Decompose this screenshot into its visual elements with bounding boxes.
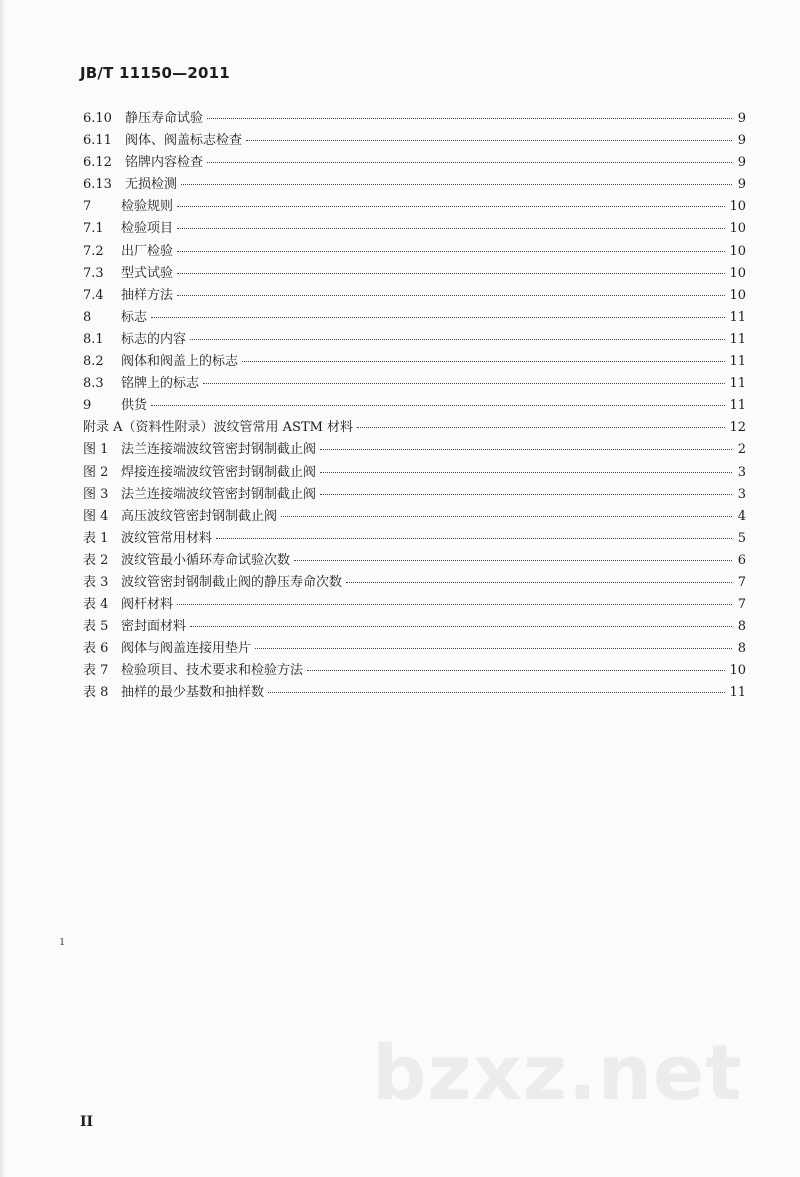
toc-entry-figure[interactable] bbox=[83, 439, 746, 461]
toc-entry-table[interactable] bbox=[83, 660, 746, 682]
toc-entry[interactable] bbox=[83, 241, 746, 263]
scan-artifact-mark: ı bbox=[60, 934, 65, 949]
dot-leader bbox=[307, 669, 725, 671]
toc-entry-table[interactable] bbox=[83, 594, 746, 616]
toc-entry-page: 10 bbox=[729, 243, 746, 259]
toc-entry-title: 标志 bbox=[121, 309, 148, 325]
toc-entry[interactable] bbox=[83, 108, 746, 130]
toc-entry[interactable] bbox=[83, 130, 746, 152]
dot-leader bbox=[190, 338, 725, 340]
toc-entry-title: 高压波纹管密封钢制截止阀 bbox=[121, 508, 278, 524]
toc-entry-page: 10 bbox=[729, 287, 746, 303]
toc-entry[interactable] bbox=[83, 395, 746, 417]
toc-entry-page: 9 bbox=[737, 177, 746, 193]
toc-entry-number: 8.2 bbox=[83, 354, 104, 370]
toc-entry-figure[interactable] bbox=[83, 462, 746, 484]
toc-entry-number: 7.2 bbox=[83, 243, 104, 259]
toc-entry-figure[interactable] bbox=[83, 506, 746, 528]
toc-entry-title: 阀杆材料 bbox=[121, 597, 174, 613]
dot-leader bbox=[246, 139, 732, 141]
toc-entry-title: 阀体、阀盖标志检查 bbox=[125, 133, 243, 149]
toc-entry-number: 6.10 bbox=[83, 111, 112, 126]
toc-entry-page: 9 bbox=[737, 133, 746, 149]
dot-leader bbox=[177, 205, 725, 207]
dot-leader bbox=[181, 183, 732, 185]
toc-entry[interactable] bbox=[83, 351, 746, 373]
toc-entry-title: 抽样的最少基数和抽样数 bbox=[121, 685, 265, 701]
document-number: JB/T 11150—2011 bbox=[80, 64, 230, 82]
toc-entry-table[interactable] bbox=[83, 616, 746, 638]
dot-leader bbox=[151, 404, 725, 406]
toc-entry-title: 无损检测 bbox=[125, 177, 178, 193]
toc-entry-page: 2 bbox=[737, 442, 746, 458]
toc-entry-title: 密封面材料 bbox=[121, 619, 187, 635]
toc-entry-number: 图 3 bbox=[83, 486, 109, 502]
toc-entry-page: 11 bbox=[729, 331, 746, 347]
toc-entry-table[interactable] bbox=[83, 572, 746, 594]
toc-entry-number: 6.12 bbox=[83, 155, 112, 171]
toc-entry-title: 铭牌内容检查 bbox=[125, 155, 204, 171]
toc-entry-title: 波纹管密封钢制截止阀的静压寿命次数 bbox=[121, 574, 343, 590]
toc-entry-number: 7 bbox=[83, 199, 92, 215]
toc-entry[interactable] bbox=[83, 285, 746, 307]
dot-leader bbox=[320, 448, 732, 450]
toc-entry-table[interactable] bbox=[83, 550, 746, 572]
toc-entry-title: 附录 A（资料性附录）波纹管常用 ASTM 材料 bbox=[83, 420, 354, 436]
dot-leader bbox=[190, 625, 732, 627]
toc-entry-page: 3 bbox=[737, 464, 746, 480]
toc-entry-title: 波纹管常用材料 bbox=[121, 530, 213, 546]
toc-entry-page: 6 bbox=[737, 552, 746, 568]
toc-entry-appendix[interactable] bbox=[83, 417, 746, 439]
toc-entry-title: 检验规则 bbox=[121, 199, 174, 215]
toc-entry-table[interactable] bbox=[83, 528, 746, 550]
watermark-text: bzxz.net bbox=[372, 1028, 743, 1117]
toc-entry-title: 阀体与阀盖连接用垫片 bbox=[121, 641, 252, 657]
dot-leader bbox=[346, 581, 732, 583]
toc-entry-number: 表 7 bbox=[83, 663, 109, 679]
toc-entry-page: 11 bbox=[729, 376, 746, 392]
toc-entry-number: 8.3 bbox=[83, 376, 104, 392]
toc-entry-title: 静压寿命试验 bbox=[125, 111, 204, 126]
toc-entry-number: 表 3 bbox=[83, 574, 109, 590]
toc-entry-page: 9 bbox=[737, 155, 746, 171]
toc-entry-page: 9 bbox=[737, 111, 746, 126]
toc-entry-number: 图 1 bbox=[83, 442, 109, 458]
toc-entry-number: 表 5 bbox=[83, 619, 109, 635]
toc-entry-number: 7.3 bbox=[83, 265, 104, 281]
page-edge-shadow bbox=[0, 0, 6, 1177]
toc-entry-page: 12 bbox=[729, 420, 746, 436]
toc-entry-number: 6.11 bbox=[83, 133, 112, 149]
toc-entry[interactable] bbox=[83, 174, 746, 196]
toc-entry-page: 11 bbox=[729, 685, 746, 701]
toc-entry-page: 7 bbox=[737, 597, 746, 613]
dot-leader bbox=[203, 382, 725, 384]
dot-leader bbox=[320, 471, 732, 473]
toc-entry-title: 波纹管最小循环寿命试验次数 bbox=[121, 552, 291, 568]
toc-entry-title: 焊接连接端波纹管密封钢制截止阀 bbox=[121, 464, 317, 480]
table-of-contents bbox=[83, 108, 746, 705]
toc-entry-page: 11 bbox=[729, 309, 746, 325]
dot-leader bbox=[294, 559, 732, 561]
toc-entry[interactable] bbox=[83, 218, 746, 240]
toc-entry-number: 8 bbox=[83, 309, 92, 325]
toc-entry-page: 5 bbox=[737, 530, 746, 546]
toc-entry-number: 7.1 bbox=[83, 221, 104, 237]
toc-entry-title: 供货 bbox=[121, 398, 148, 414]
dot-leader bbox=[177, 227, 725, 229]
toc-entry-number: 8.1 bbox=[83, 331, 104, 347]
toc-entry-title: 铭牌上的标志 bbox=[121, 376, 200, 392]
dot-leader bbox=[242, 360, 725, 362]
dot-leader bbox=[281, 515, 732, 517]
dot-leader bbox=[255, 647, 732, 649]
page-number: II bbox=[80, 1114, 94, 1130]
dot-leader bbox=[177, 250, 725, 252]
toc-entry-number: 表 1 bbox=[83, 530, 109, 546]
toc-entry[interactable] bbox=[83, 196, 746, 218]
toc-entry[interactable] bbox=[83, 329, 746, 351]
dot-leader bbox=[177, 272, 725, 274]
toc-entry-page: 7 bbox=[737, 574, 746, 590]
toc-entry-page: 10 bbox=[729, 221, 746, 237]
toc-entry-figure[interactable] bbox=[83, 484, 746, 506]
toc-entry-number: 表 4 bbox=[83, 597, 109, 613]
toc-entry-page: 8 bbox=[737, 641, 746, 657]
toc-entry-title: 检验项目、技术要求和检验方法 bbox=[121, 663, 304, 679]
toc-entry-table[interactable] bbox=[83, 638, 746, 660]
toc-entry-page: 10 bbox=[729, 199, 746, 215]
toc-entry-page: 3 bbox=[737, 486, 746, 502]
toc-entry-number: 6.13 bbox=[83, 177, 112, 193]
toc-entry[interactable] bbox=[83, 373, 746, 395]
toc-entry-page: 8 bbox=[737, 619, 746, 635]
toc-entry-number: 图 4 bbox=[83, 508, 109, 524]
toc-entry-page: 11 bbox=[729, 354, 746, 370]
toc-entry-number: 表 6 bbox=[83, 641, 109, 657]
dot-leader bbox=[268, 691, 725, 693]
toc-entry[interactable] bbox=[83, 152, 746, 174]
toc-entry-title: 阀体和阀盖上的标志 bbox=[121, 354, 239, 370]
toc-entry-page: 10 bbox=[729, 663, 746, 679]
toc-entry-page: 10 bbox=[729, 265, 746, 281]
toc-entry[interactable] bbox=[83, 307, 746, 329]
toc-entry-title: 检验项目 bbox=[121, 221, 174, 237]
dot-leader bbox=[151, 316, 725, 318]
dot-leader bbox=[216, 537, 732, 539]
toc-entry-number: 图 2 bbox=[83, 464, 109, 480]
toc-entry-number: 9 bbox=[83, 398, 92, 414]
dot-leader bbox=[320, 493, 732, 495]
toc-entry-title: 法兰连接端波纹管密封钢制截止阀 bbox=[121, 442, 317, 458]
toc-entry-page: 4 bbox=[737, 508, 746, 524]
toc-entry-number: 表 8 bbox=[83, 685, 109, 701]
toc-entry-title: 型式试验 bbox=[121, 265, 174, 281]
toc-entry-title: 出厂检验 bbox=[121, 243, 174, 259]
dot-leader bbox=[207, 161, 732, 163]
toc-entry-table[interactable] bbox=[83, 682, 746, 704]
dot-leader bbox=[207, 117, 732, 119]
toc-entry-title: 标志的内容 bbox=[121, 331, 187, 347]
toc-entry-page: 11 bbox=[729, 398, 746, 414]
toc-entry[interactable] bbox=[83, 263, 746, 285]
toc-entry-number: 表 2 bbox=[83, 552, 109, 568]
dot-leader bbox=[177, 603, 732, 605]
toc-entry-title: 抽样方法 bbox=[121, 287, 174, 303]
dot-leader bbox=[357, 426, 725, 428]
toc-entry-number: 7.4 bbox=[83, 287, 104, 303]
toc-entry-title: 法兰连接端波纹管密封钢制截止阀 bbox=[121, 486, 317, 502]
dot-leader bbox=[177, 294, 725, 296]
